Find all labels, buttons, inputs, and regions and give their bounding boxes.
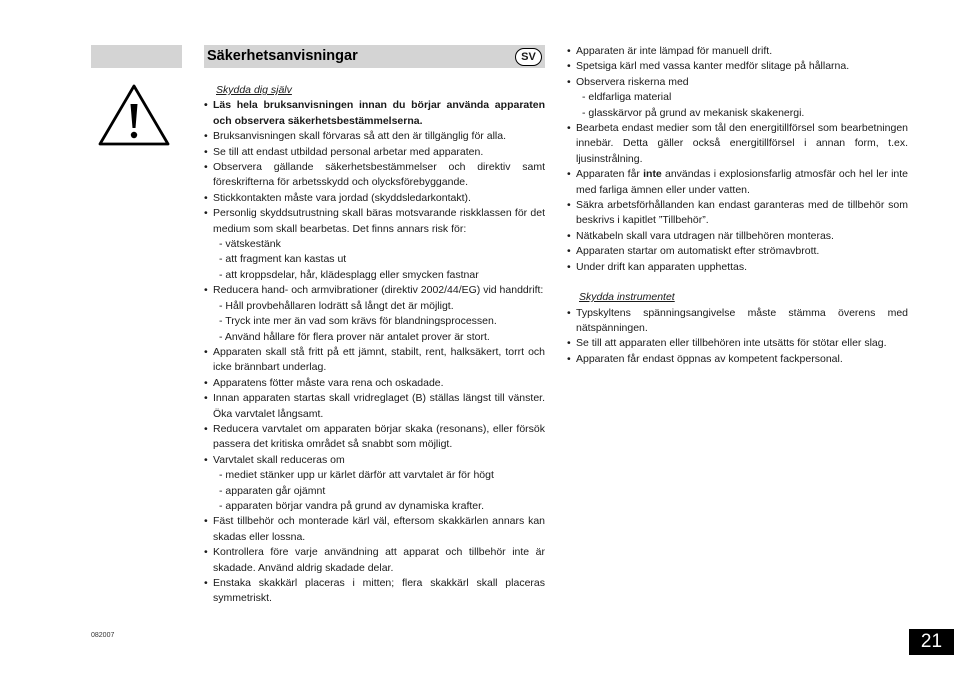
list-item: • Apparaten får inte användas i explosionsfarlig atmosfär och hel ler inte med farliga ämnen eller under vatten.: [567, 168, 908, 196]
list-subitem: - att kroppsdelar, hår, klädesplagg eller smycken fastnar: [219, 268, 479, 281]
list-item: • Kontrollera före varje användning att apparat och tillbehör inte är skadade. Använd aldrig skadade delar.: [204, 546, 545, 574]
right-column: [567, 44, 908, 367]
list-subitem: - eldfarliga material: [582, 91, 672, 104]
list-subitem: - Använd hållare för flera prover när antalet prover är stort.: [219, 330, 490, 343]
list-item: • Apparaten startar om automatiskt efter strömavbrott.: [567, 245, 820, 258]
list-item: • Bearbeta endast medier som tål den energitillförsel som bearbetningen innebär. Detta gäller också energitillförsel i annan form, t.ex. ljusinstrålning.: [567, 122, 908, 165]
list-item: • Under drift kan apparaten upphettas.: [567, 260, 748, 273]
list-item: • Apparatens fötter måste vara rena och oskadade.: [204, 376, 444, 389]
subheading-protect-yourself: Skydda dig själv: [216, 84, 292, 96]
list-item: • Fäst tillbehör och monterade kärl väl, eftersom skakkärlen annars kan skadas eller lossna.: [204, 515, 545, 543]
list-subitem: - glasskärvor på grund av mekanisk skakenergi.: [582, 106, 805, 119]
list-item: • Se till att apparaten eller tillbehören inte utsätts för stötar eller slag.: [567, 337, 887, 350]
list-subitem: - apparaten börjar vandra på grund av dynamiska krafter.: [219, 499, 484, 512]
section-header: [204, 45, 545, 68]
list-item: • Se till att endast utbildad personal arbetar med apparaten.: [204, 145, 484, 158]
list-item: • Läs hela bruksanvisningen innan du börjar använda apparaten och observera säkerhetsbestämmelserna.: [204, 99, 545, 127]
list-item: • Varvtalet skall reduceras om: [204, 453, 345, 466]
warning-triangle-icon: [97, 82, 171, 148]
list-subitem: - Håll provbehållaren lodrätt så långt det är möjligt.: [219, 299, 454, 312]
list-item: • Reducera varvtalet om apparaten börjar skaka (resonans), eller försök passera det kritiska området så snabbt som möjligt.: [204, 422, 545, 451]
document-code: 082007: [91, 632, 115, 639]
list-item: • Observera gällande säkerhetsbestämmelser och direktiv samt föreskrifterna för arbetsskydd och olycksförebyggande.: [204, 161, 545, 189]
left-header-bar: [91, 45, 182, 68]
list-item: • Spetsiga kärl med vassa kanter medför slitage på hållarna.: [567, 60, 850, 73]
page-number: 21: [909, 629, 954, 655]
list-item: • Observera riskerna med: [567, 75, 689, 88]
list-item: • Bruksanvisningen skall förvaras så att den är tillgänglig för alla.: [204, 130, 506, 143]
list-subitem: - mediet stänker upp ur kärlet därför att varvtalet är för högt: [219, 469, 494, 482]
list-subitem: - apparaten går ojämnt: [219, 484, 326, 497]
list-item: • Apparaten skall stå fritt på ett jämnt, stabilt, rent, halksäkert, torrt och icke brännbart underlag.: [204, 345, 545, 374]
list-subitem: - vätskestänk: [219, 238, 281, 251]
list-item: • Typskyltens spänningsangivelse måste stämma överens med nätspänningen.: [567, 306, 908, 334]
list-item: • Säkra arbetsförhållanden kan endast garanteras med de tillbehör som beskrivs i kapitlet ”Tillbehör”.: [567, 199, 908, 227]
list-item: • Apparaten får endast öppnas av kompetent fackpersonal.: [567, 352, 843, 365]
list-item: • Personlig skyddsutrustning skall bäras motsvarande riskklassen för det medium som skall bearbetas. Det finns annars risk för:: [204, 207, 545, 235]
list-item: • Enstaka skakkärl placeras i mitten; flera skakkärl skall placeras symmetriskt.: [204, 577, 545, 605]
list-subitem: - Tryck inte mer än vad som krävs för blandningsprocessen.: [219, 315, 497, 328]
list-item: • Reducera hand- och armvibrationer (direktiv 2002/44/EG) vid handdrift:: [204, 284, 544, 297]
list-subitem: - att fragment kan kastas ut: [219, 253, 347, 266]
list-item: • Stickkontakten måste vara jordad (skyddsledarkontakt).: [204, 191, 471, 204]
list-item: • Nätkabeln skall vara utdragen när tillbehören monteras.: [567, 229, 834, 242]
list-item: • Apparaten är inte lämpad för manuell drift.: [567, 45, 773, 57]
language-badge: SV: [515, 48, 542, 66]
subheading-protect-instrument: Skydda instrumentet: [579, 291, 675, 304]
left-column: [204, 83, 545, 607]
section-title: Säkerhetsanvisningar: [207, 48, 358, 64]
list-item: • Innan apparaten startas skall vridreglaget (B) ställas längst till vänster. Öka varvtalet långsamt.: [204, 392, 545, 420]
